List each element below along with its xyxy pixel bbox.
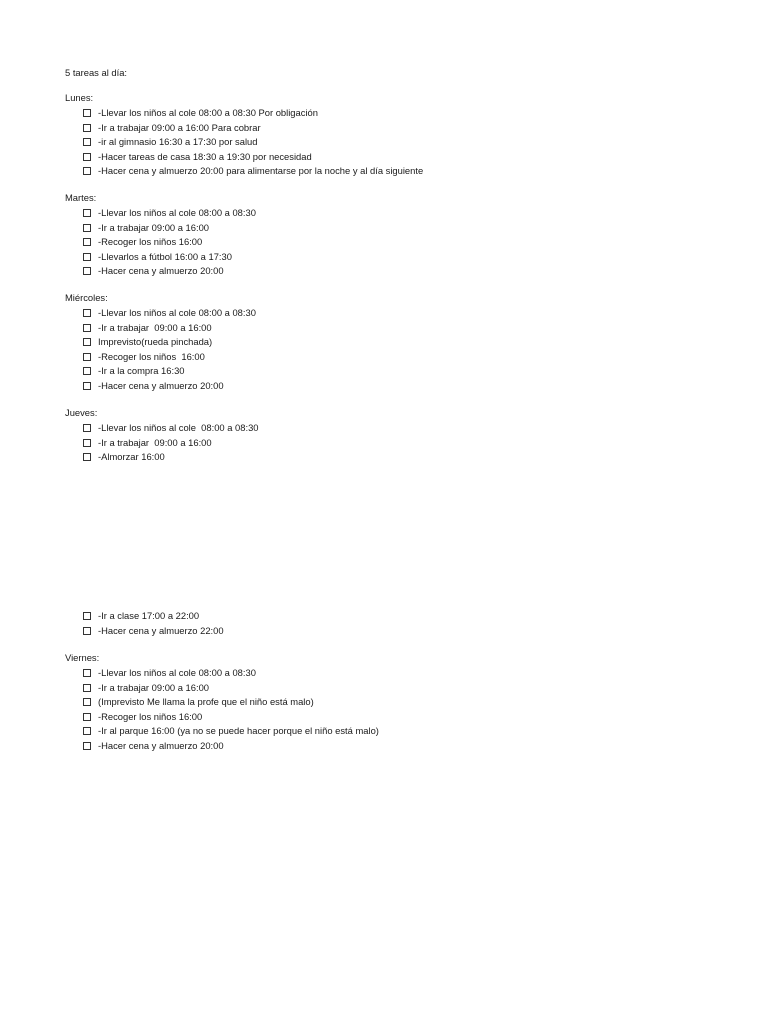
checkbox[interactable] bbox=[83, 338, 91, 346]
checkbox[interactable] bbox=[83, 713, 91, 721]
task-text: Imprevisto(rueda pinchada) bbox=[98, 336, 213, 347]
task-text: -Ir a trabajar 09:00 a 16:00 Para cobrar bbox=[98, 121, 261, 133]
task-text: -Recoger los niños 16:00 bbox=[98, 710, 203, 722]
checkbox[interactable] bbox=[83, 324, 91, 332]
checkbox[interactable] bbox=[83, 224, 91, 232]
task-text: -Ir a trabajar 09:00 a 16:00 bbox=[98, 221, 210, 233]
task-text: -Ir a trabajar 09:00 a 16:00 bbox=[98, 436, 212, 448]
task-item bbox=[83, 136, 257, 148]
task-text: -Llevar los niños al cole 08:00 a 08:30 bbox=[98, 422, 259, 433]
checkbox[interactable] bbox=[83, 209, 91, 217]
task-text: -Hacer cena y almuerzo 20:00 bbox=[98, 265, 224, 276]
task-item bbox=[83, 610, 199, 622]
task-item bbox=[83, 437, 212, 449]
checkbox[interactable] bbox=[83, 253, 91, 261]
task-text: -Hacer cena y almuerzo 20:00 bbox=[98, 379, 224, 391]
task-text: -Recoger los niños 16:00 bbox=[98, 236, 203, 247]
checkbox[interactable] bbox=[83, 367, 91, 375]
day-label-martes: Martes: bbox=[65, 192, 97, 203]
task-item bbox=[83, 265, 224, 277]
checkbox[interactable] bbox=[83, 669, 91, 677]
checkbox[interactable] bbox=[83, 627, 91, 635]
checkbox[interactable] bbox=[83, 167, 91, 175]
task-text: -Ir al parque 16:00 (ya no se puede hacer porque el niño está malo) bbox=[98, 725, 379, 736]
checkbox[interactable] bbox=[83, 612, 91, 620]
task-item bbox=[83, 422, 259, 434]
task-text: -Llevarlos a fútbol 16:00 a 17:30 bbox=[98, 250, 232, 262]
task-item bbox=[83, 307, 256, 319]
task-text: -Hacer cena y almuerzo 20:00 bbox=[98, 739, 224, 751]
day-label-miercoles: Miércoles: bbox=[65, 292, 108, 303]
checkbox[interactable] bbox=[83, 453, 91, 461]
task-item bbox=[83, 682, 209, 694]
task-item bbox=[83, 696, 314, 708]
task-item bbox=[83, 336, 212, 348]
task-item bbox=[83, 667, 256, 679]
task-item bbox=[83, 625, 224, 637]
task-item bbox=[83, 711, 202, 723]
task-item bbox=[83, 451, 165, 463]
task-item bbox=[83, 122, 261, 134]
checkbox[interactable] bbox=[83, 267, 91, 275]
checkbox[interactable] bbox=[83, 153, 91, 161]
task-text: -Ir a la compra 16:30 bbox=[98, 365, 185, 376]
checkbox[interactable] bbox=[83, 353, 91, 361]
checkbox[interactable] bbox=[83, 109, 91, 117]
task-item bbox=[83, 365, 185, 377]
day-label-lunes: Lunes: bbox=[65, 92, 94, 103]
task-item bbox=[83, 107, 318, 119]
day-label-jueves: Jueves: bbox=[65, 407, 98, 418]
checkbox[interactable] bbox=[83, 698, 91, 706]
task-item bbox=[83, 740, 224, 752]
task-item bbox=[83, 222, 209, 234]
task-text: (Imprevisto Me llama la profe que el niño está malo) bbox=[98, 696, 314, 707]
checkbox[interactable] bbox=[83, 382, 91, 390]
checkbox[interactable] bbox=[83, 684, 91, 692]
checkbox[interactable] bbox=[83, 124, 91, 132]
task-item bbox=[83, 165, 423, 177]
task-text: -ir al gimnasio 16:30 a 17:30 por salud bbox=[98, 136, 258, 147]
task-text: -Llevar los niños al cole 08:00 a 08:30 Por obligación bbox=[98, 107, 318, 118]
task-item bbox=[83, 322, 212, 334]
checkbox[interactable] bbox=[83, 742, 91, 750]
task-item bbox=[83, 380, 224, 392]
task-text: -Hacer cena y almuerzo 20:00 para alimentarse por la noche y al día siguiente bbox=[98, 165, 424, 176]
task-item bbox=[83, 725, 379, 737]
checkbox[interactable] bbox=[83, 138, 91, 146]
checkbox[interactable] bbox=[83, 439, 91, 447]
day-label-viernes: Viernes: bbox=[65, 652, 100, 663]
task-text: -Ir a trabajar 09:00 a 16:00 bbox=[98, 681, 210, 693]
checkbox[interactable] bbox=[83, 424, 91, 432]
task-text: -Recoger los niños 16:00 bbox=[98, 350, 205, 362]
task-text: -Llevar los niños al cole 08:00 a 08:30 bbox=[98, 307, 256, 318]
document-title: 5 tareas al día: bbox=[65, 67, 128, 78]
checkbox[interactable] bbox=[83, 309, 91, 317]
task-item bbox=[83, 151, 312, 163]
task-item bbox=[83, 236, 202, 248]
task-text: -Almorzar 16:00 bbox=[98, 451, 165, 462]
task-item bbox=[83, 351, 205, 363]
task-text: -Llevar los niños al cole 08:00 a 08:30 bbox=[98, 207, 256, 218]
task-item bbox=[83, 251, 232, 263]
task-text: -Hacer tareas de casa 18:30 a 19:30 por necesidad bbox=[98, 150, 312, 162]
task-text: -Hacer cena y almuerzo 22:00 bbox=[98, 625, 224, 636]
checkbox[interactable] bbox=[83, 238, 91, 246]
task-text: -Ir a trabajar 09:00 a 16:00 bbox=[98, 321, 212, 333]
checkbox[interactable] bbox=[83, 727, 91, 735]
task-text: -Llevar los niños al cole 08:00 a 08:30 bbox=[98, 667, 256, 678]
task-text: -Ir a clase 17:00 a 22:00 bbox=[98, 610, 200, 621]
task-item bbox=[83, 207, 256, 219]
